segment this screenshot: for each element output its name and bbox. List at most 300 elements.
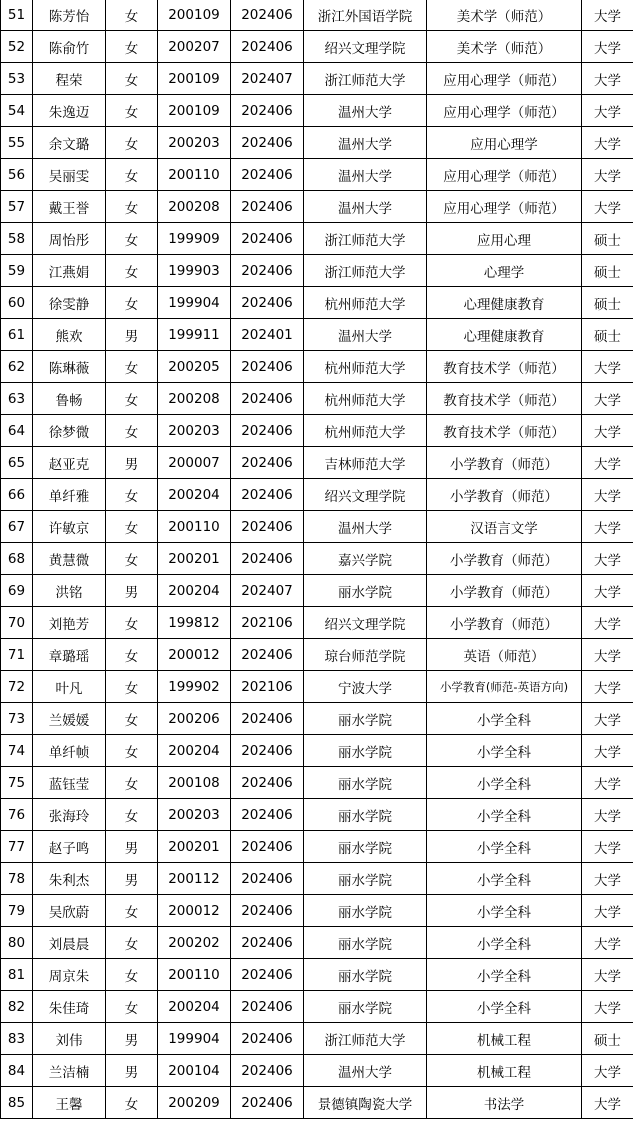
candidate-name-cell: 江燕娟 [33, 255, 106, 287]
gender-cell: 女 [106, 287, 158, 319]
birth-date-cell: 200209 [158, 1087, 231, 1119]
degree-level-cell: 大学 [582, 607, 633, 639]
gender-cell: 女 [106, 159, 158, 191]
major-name-cell: 小学全科 [427, 863, 582, 895]
major-name-cell: 小学教育（师范） [427, 447, 582, 479]
degree-level-cell: 大学 [582, 735, 633, 767]
row-number-cell: 69 [1, 575, 33, 607]
graduation-date-cell: 202406 [231, 0, 304, 31]
row-number-cell: 62 [1, 351, 33, 383]
graduation-date-cell: 202406 [231, 895, 304, 927]
row-number-cell: 67 [1, 511, 33, 543]
graduation-date-cell: 202406 [231, 191, 304, 223]
row-number-cell: 58 [1, 223, 33, 255]
gender-cell: 女 [106, 351, 158, 383]
school-name-cell: 杭州师范大学 [304, 351, 427, 383]
gender-cell: 女 [106, 255, 158, 287]
degree-level-cell: 大学 [582, 767, 633, 799]
table-row [1, 639, 633, 671]
graduation-date-cell: 202406 [231, 959, 304, 991]
gender-cell: 女 [106, 991, 158, 1023]
candidate-name-cell: 周京朱 [33, 959, 106, 991]
table-row [1, 351, 633, 383]
row-number-cell: 56 [1, 159, 33, 191]
graduation-date-cell: 202406 [231, 1055, 304, 1087]
gender-cell: 男 [106, 1023, 158, 1055]
table-row [1, 1087, 633, 1119]
candidate-name-cell: 刘艳芳 [33, 607, 106, 639]
degree-level-cell: 大学 [582, 927, 633, 959]
major-name-cell: 小学教育（师范） [427, 575, 582, 607]
birth-date-cell: 199902 [158, 671, 231, 703]
birth-date-cell: 200109 [158, 63, 231, 95]
candidate-name-cell: 张海玲 [33, 799, 106, 831]
table-row [1, 607, 633, 639]
gender-cell: 女 [106, 95, 158, 127]
graduation-date-cell: 202406 [231, 159, 304, 191]
candidate-name-cell: 余文璐 [33, 127, 106, 159]
row-number-cell: 52 [1, 31, 33, 63]
major-name-cell: 小学全科 [427, 895, 582, 927]
table-row [1, 511, 633, 543]
degree-level-cell: 大学 [582, 447, 633, 479]
gender-cell: 女 [106, 767, 158, 799]
major-name-cell: 机械工程 [427, 1055, 582, 1087]
row-number-cell: 60 [1, 287, 33, 319]
candidate-name-cell: 兰洁楠 [33, 1055, 106, 1087]
gender-cell: 女 [106, 895, 158, 927]
birth-date-cell: 200012 [158, 895, 231, 927]
table-row [1, 863, 633, 895]
row-number-cell: 75 [1, 767, 33, 799]
row-number-cell: 66 [1, 479, 33, 511]
candidate-name-cell: 程荣 [33, 63, 106, 95]
school-name-cell: 浙江师范大学 [304, 223, 427, 255]
major-name-cell: 小学全科 [427, 959, 582, 991]
row-number-cell: 64 [1, 415, 33, 447]
major-name-cell: 教育技术学（师范） [427, 351, 582, 383]
major-name-cell: 机械工程 [427, 1023, 582, 1055]
table-row [1, 287, 633, 319]
gender-cell: 男 [106, 319, 158, 351]
candidate-name-cell: 朱逸迈 [33, 95, 106, 127]
school-name-cell: 温州大学 [304, 159, 427, 191]
table-row [1, 383, 633, 415]
school-name-cell: 杭州师范大学 [304, 415, 427, 447]
school-name-cell: 景德镇陶瓷大学 [304, 1087, 427, 1119]
gender-cell: 女 [106, 191, 158, 223]
degree-level-cell: 大学 [582, 479, 633, 511]
major-name-cell: 应用心理 [427, 223, 582, 255]
school-name-cell: 丽水学院 [304, 799, 427, 831]
table-row [1, 575, 633, 607]
major-name-cell: 心理学 [427, 255, 582, 287]
degree-level-cell: 大学 [582, 383, 633, 415]
school-name-cell: 温州大学 [304, 511, 427, 543]
candidate-name-cell: 蓝钰莹 [33, 767, 106, 799]
birth-date-cell: 200202 [158, 927, 231, 959]
degree-level-cell: 大学 [582, 1087, 633, 1119]
birth-date-cell: 200208 [158, 191, 231, 223]
major-name-cell: 小学全科 [427, 991, 582, 1023]
school-name-cell: 丽水学院 [304, 735, 427, 767]
major-name-cell: 应用心理学（师范） [427, 63, 582, 95]
school-name-cell: 绍兴文理学院 [304, 607, 427, 639]
major-name-cell: 教育技术学（师范） [427, 415, 582, 447]
row-number-cell: 71 [1, 639, 33, 671]
graduation-date-cell: 202106 [231, 671, 304, 703]
row-number-cell: 72 [1, 671, 33, 703]
degree-level-cell: 硕士 [582, 223, 633, 255]
major-name-cell: 小学全科 [427, 735, 582, 767]
table-row [1, 991, 633, 1023]
table-row [1, 479, 633, 511]
major-name-cell: 小学全科 [427, 831, 582, 863]
degree-level-cell: 大学 [582, 511, 633, 543]
birth-date-cell: 200108 [158, 767, 231, 799]
graduation-date-cell: 202406 [231, 223, 304, 255]
degree-level-cell: 硕士 [582, 319, 633, 351]
row-number-cell: 74 [1, 735, 33, 767]
major-name-cell: 美术学（师范） [427, 0, 582, 31]
gender-cell: 女 [106, 383, 158, 415]
birth-date-cell: 199904 [158, 1023, 231, 1055]
birth-date-cell: 200204 [158, 479, 231, 511]
degree-level-cell: 大学 [582, 63, 633, 95]
row-number-cell: 81 [1, 959, 33, 991]
gender-cell: 女 [106, 735, 158, 767]
major-name-cell: 书法学 [427, 1087, 582, 1119]
graduation-date-cell: 202406 [231, 735, 304, 767]
school-name-cell: 宁波大学 [304, 671, 427, 703]
gender-cell: 女 [106, 63, 158, 95]
row-number-cell: 68 [1, 543, 33, 575]
candidate-name-cell: 戴王誉 [33, 191, 106, 223]
graduation-date-cell: 202406 [231, 511, 304, 543]
graduation-date-cell: 202406 [231, 1087, 304, 1119]
table-row [1, 159, 633, 191]
graduation-date-cell: 202406 [231, 351, 304, 383]
graduation-date-cell: 202406 [231, 767, 304, 799]
row-number-cell: 83 [1, 1023, 33, 1055]
birth-date-cell: 200201 [158, 831, 231, 863]
school-name-cell: 丽水学院 [304, 831, 427, 863]
row-number-cell: 63 [1, 383, 33, 415]
gender-cell: 女 [106, 607, 158, 639]
roster-body [1, 0, 633, 1119]
major-name-cell: 英语（师范） [427, 639, 582, 671]
candidate-name-cell: 刘伟 [33, 1023, 106, 1055]
gender-cell: 女 [106, 639, 158, 671]
school-name-cell: 温州大学 [304, 95, 427, 127]
row-number-cell: 82 [1, 991, 33, 1023]
school-name-cell: 浙江师范大学 [304, 63, 427, 95]
candidate-name-cell: 吴丽雯 [33, 159, 106, 191]
candidate-name-cell: 周怡彤 [33, 223, 106, 255]
row-number-cell: 76 [1, 799, 33, 831]
birth-date-cell: 200112 [158, 863, 231, 895]
table-row [1, 543, 633, 575]
major-name-cell: 小学教育（师范） [427, 607, 582, 639]
table-row [1, 927, 633, 959]
degree-level-cell: 大学 [582, 1055, 633, 1087]
degree-level-cell: 大学 [582, 351, 633, 383]
birth-date-cell: 200203 [158, 415, 231, 447]
gender-cell: 女 [106, 799, 158, 831]
birth-date-cell: 200207 [158, 31, 231, 63]
school-name-cell: 温州大学 [304, 1055, 427, 1087]
graduation-date-cell: 202406 [231, 31, 304, 63]
degree-level-cell: 大学 [582, 191, 633, 223]
birth-date-cell: 199812 [158, 607, 231, 639]
school-name-cell: 丽水学院 [304, 991, 427, 1023]
graduation-date-cell: 202406 [231, 831, 304, 863]
table-row [1, 447, 633, 479]
gender-cell: 女 [106, 0, 158, 31]
graduation-date-cell: 202406 [231, 127, 304, 159]
row-number-cell: 61 [1, 319, 33, 351]
birth-date-cell: 200012 [158, 639, 231, 671]
graduation-date-cell: 202406 [231, 447, 304, 479]
gender-cell: 女 [106, 671, 158, 703]
gender-cell: 男 [106, 863, 158, 895]
degree-level-cell: 大学 [582, 703, 633, 735]
school-name-cell: 丽水学院 [304, 767, 427, 799]
gender-cell: 女 [106, 959, 158, 991]
row-number-cell: 79 [1, 895, 33, 927]
table-row [1, 1055, 633, 1087]
school-name-cell: 丽水学院 [304, 863, 427, 895]
candidate-name-cell: 王馨 [33, 1087, 106, 1119]
row-number-cell: 77 [1, 831, 33, 863]
school-name-cell: 浙江外国语学院 [304, 0, 427, 31]
table-row [1, 767, 633, 799]
gender-cell: 男 [106, 1055, 158, 1087]
candidate-name-cell: 许敏京 [33, 511, 106, 543]
school-name-cell: 温州大学 [304, 127, 427, 159]
school-name-cell: 杭州师范大学 [304, 287, 427, 319]
candidate-name-cell: 单纤雅 [33, 479, 106, 511]
major-name-cell: 应用心理学（师范） [427, 159, 582, 191]
row-number-cell: 85 [1, 1087, 33, 1119]
gender-cell: 女 [106, 511, 158, 543]
degree-level-cell: 大学 [582, 863, 633, 895]
candidate-name-cell: 陈芳怡 [33, 0, 106, 31]
table-row [1, 415, 633, 447]
major-name-cell: 小学教育（师范） [427, 479, 582, 511]
table-row [1, 255, 633, 287]
school-name-cell: 吉林师范大学 [304, 447, 427, 479]
candidate-name-cell: 叶凡 [33, 671, 106, 703]
table-row [1, 319, 633, 351]
candidate-name-cell: 赵子鸣 [33, 831, 106, 863]
gender-cell: 男 [106, 575, 158, 607]
birth-date-cell: 200203 [158, 799, 231, 831]
degree-level-cell: 大学 [582, 0, 633, 31]
birth-date-cell: 199911 [158, 319, 231, 351]
birth-date-cell: 200104 [158, 1055, 231, 1087]
graduation-date-cell: 202407 [231, 575, 304, 607]
gender-cell: 女 [106, 223, 158, 255]
birth-date-cell: 200203 [158, 127, 231, 159]
row-number-cell: 65 [1, 447, 33, 479]
table-row [1, 63, 633, 95]
candidate-name-cell: 刘晨晨 [33, 927, 106, 959]
candidate-name-cell: 兰媛媛 [33, 703, 106, 735]
major-name-cell: 教育技术学（师范） [427, 383, 582, 415]
birth-date-cell: 200110 [158, 511, 231, 543]
school-name-cell: 浙江师范大学 [304, 255, 427, 287]
birth-date-cell: 200205 [158, 351, 231, 383]
table-row [1, 895, 633, 927]
major-name-cell: 小学教育（师范） [427, 543, 582, 575]
gender-cell: 女 [106, 31, 158, 63]
candidate-name-cell: 吴欣蔚 [33, 895, 106, 927]
major-name-cell: 美术学（师范） [427, 31, 582, 63]
graduation-date-cell: 202406 [231, 383, 304, 415]
graduation-date-cell: 202406 [231, 415, 304, 447]
table-row [1, 831, 633, 863]
row-number-cell: 84 [1, 1055, 33, 1087]
degree-level-cell: 大学 [582, 543, 633, 575]
row-number-cell: 73 [1, 703, 33, 735]
degree-level-cell: 大学 [582, 95, 633, 127]
school-name-cell: 绍兴文理学院 [304, 479, 427, 511]
school-name-cell: 温州大学 [304, 319, 427, 351]
graduation-date-cell: 202406 [231, 863, 304, 895]
major-name-cell: 小学全科 [427, 703, 582, 735]
candidate-name-cell: 洪铭 [33, 575, 106, 607]
degree-level-cell: 大学 [582, 895, 633, 927]
degree-level-cell: 大学 [582, 415, 633, 447]
degree-level-cell: 大学 [582, 159, 633, 191]
birth-date-cell: 200204 [158, 575, 231, 607]
graduation-date-cell: 202406 [231, 287, 304, 319]
birth-date-cell: 200109 [158, 0, 231, 31]
major-name-cell: 小学全科 [427, 927, 582, 959]
degree-level-cell: 大学 [582, 127, 633, 159]
birth-date-cell: 200208 [158, 383, 231, 415]
birth-date-cell: 200007 [158, 447, 231, 479]
candidate-name-cell: 章璐瑶 [33, 639, 106, 671]
degree-level-cell: 大学 [582, 671, 633, 703]
school-name-cell: 丽水学院 [304, 703, 427, 735]
major-name-cell: 心理健康教育 [427, 319, 582, 351]
candidate-name-cell: 单纤帧 [33, 735, 106, 767]
graduation-date-cell: 202406 [231, 95, 304, 127]
row-number-cell: 59 [1, 255, 33, 287]
school-name-cell: 嘉兴学院 [304, 543, 427, 575]
school-name-cell: 丽水学院 [304, 927, 427, 959]
gender-cell: 女 [106, 127, 158, 159]
birth-date-cell: 199903 [158, 255, 231, 287]
table-row [1, 191, 633, 223]
degree-level-cell: 大学 [582, 831, 633, 863]
candidate-name-cell: 徐雯静 [33, 287, 106, 319]
school-name-cell: 丽水学院 [304, 575, 427, 607]
school-name-cell: 丽水学院 [304, 959, 427, 991]
candidate-name-cell: 陈俞竹 [33, 31, 106, 63]
graduation-date-cell: 202406 [231, 927, 304, 959]
degree-level-cell: 硕士 [582, 255, 633, 287]
graduation-date-cell: 202106 [231, 607, 304, 639]
graduation-date-cell: 202401 [231, 319, 304, 351]
graduation-date-cell: 202406 [231, 479, 304, 511]
candidate-name-cell: 朱佳琦 [33, 991, 106, 1023]
degree-level-cell: 大学 [582, 991, 633, 1023]
birth-date-cell: 200110 [158, 159, 231, 191]
gender-cell: 女 [106, 543, 158, 575]
table-row [1, 735, 633, 767]
table-row [1, 1023, 633, 1055]
candidate-name-cell: 鲁畅 [33, 383, 106, 415]
graduation-date-cell: 202406 [231, 639, 304, 671]
gender-cell: 女 [106, 415, 158, 447]
degree-level-cell: 大学 [582, 959, 633, 991]
row-number-cell: 57 [1, 191, 33, 223]
graduation-date-cell: 202406 [231, 1023, 304, 1055]
candidate-name-cell: 陈琳薇 [33, 351, 106, 383]
candidate-name-cell: 徐梦微 [33, 415, 106, 447]
table-row [1, 223, 633, 255]
graduation-date-cell: 202406 [231, 991, 304, 1023]
gender-cell: 女 [106, 703, 158, 735]
major-name-cell: 应用心理学 [427, 127, 582, 159]
school-name-cell: 杭州师范大学 [304, 383, 427, 415]
gender-cell: 女 [106, 927, 158, 959]
candidate-name-cell: 赵亚克 [33, 447, 106, 479]
row-number-cell: 80 [1, 927, 33, 959]
birth-date-cell: 199909 [158, 223, 231, 255]
row-number-cell: 55 [1, 127, 33, 159]
birth-date-cell: 200204 [158, 735, 231, 767]
major-name-cell: 小学全科 [427, 767, 582, 799]
candidate-name-cell: 朱利杰 [33, 863, 106, 895]
graduation-date-cell: 202406 [231, 703, 304, 735]
table-row [1, 31, 633, 63]
gender-cell: 男 [106, 831, 158, 863]
school-name-cell: 温州大学 [304, 191, 427, 223]
row-number-cell: 51 [1, 0, 33, 31]
graduation-date-cell: 202407 [231, 63, 304, 95]
row-number-cell: 53 [1, 63, 33, 95]
birth-date-cell: 200110 [158, 959, 231, 991]
birth-date-cell: 200204 [158, 991, 231, 1023]
gender-cell: 女 [106, 1087, 158, 1119]
school-name-cell: 丽水学院 [304, 895, 427, 927]
school-name-cell: 浙江师范大学 [304, 1023, 427, 1055]
table-row [1, 0, 633, 31]
degree-level-cell: 大学 [582, 639, 633, 671]
gender-cell: 男 [106, 447, 158, 479]
row-number-cell: 54 [1, 95, 33, 127]
birth-date-cell: 200201 [158, 543, 231, 575]
candidate-name-cell: 黄慧微 [33, 543, 106, 575]
major-name-cell: 汉语言文学 [427, 511, 582, 543]
birth-date-cell: 199904 [158, 287, 231, 319]
degree-level-cell: 大学 [582, 575, 633, 607]
table-row [1, 95, 633, 127]
graduation-date-cell: 202406 [231, 799, 304, 831]
graduation-date-cell: 202406 [231, 255, 304, 287]
row-number-cell: 78 [1, 863, 33, 895]
degree-level-cell: 硕士 [582, 1023, 633, 1055]
degree-level-cell: 大学 [582, 799, 633, 831]
table-row [1, 127, 633, 159]
table-row [1, 959, 633, 991]
degree-level-cell: 大学 [582, 31, 633, 63]
table-row [1, 703, 633, 735]
